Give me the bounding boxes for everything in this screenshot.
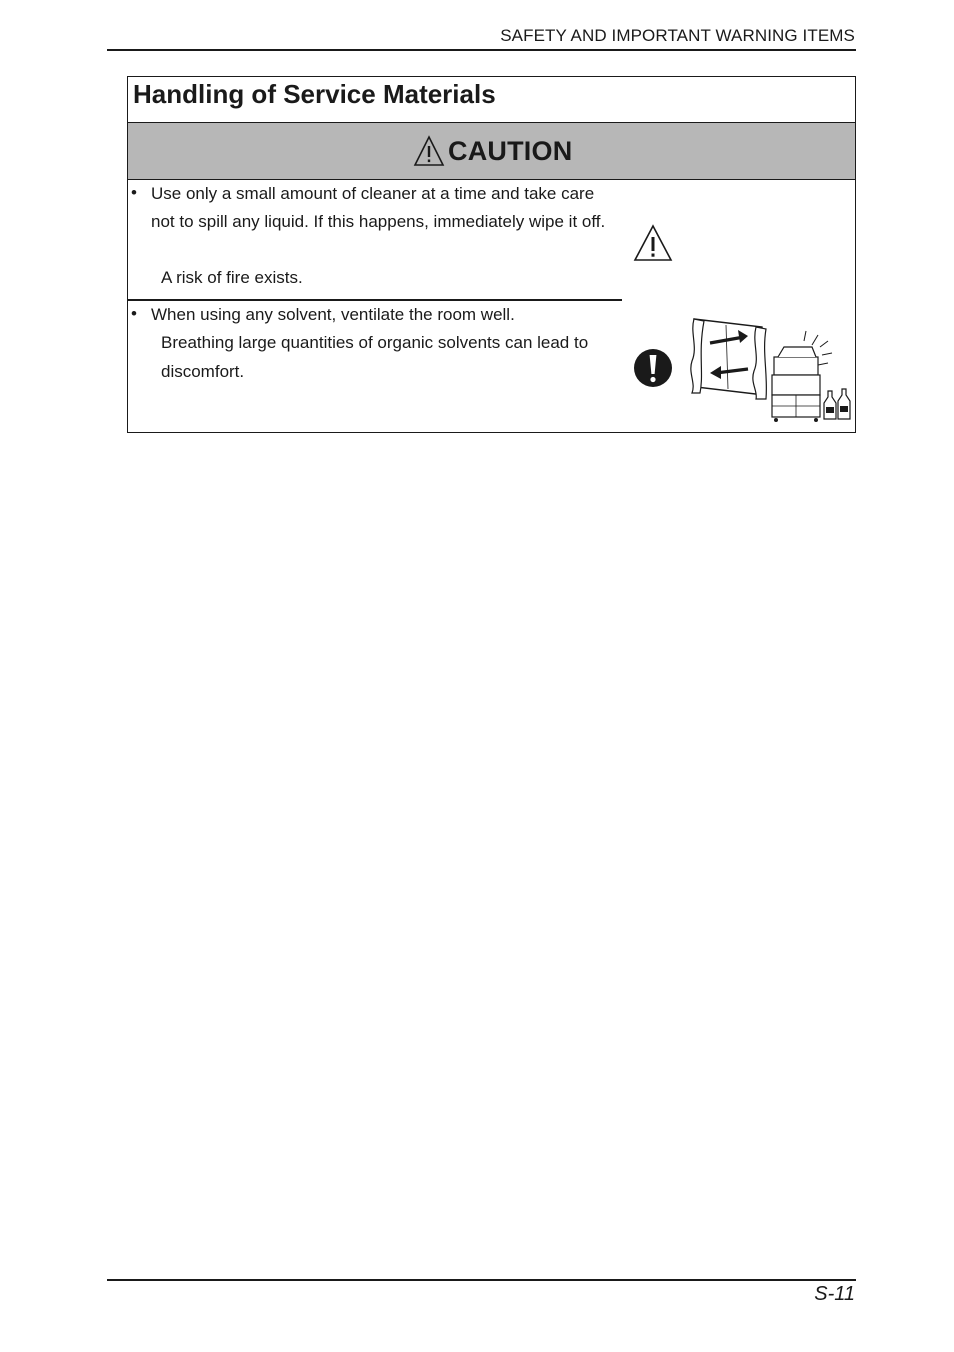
item-note: A risk of fire exists. <box>161 268 303 287</box>
item-text: When using any solvent, ventilate the room well. <box>151 305 515 324</box>
bullet: • <box>131 183 137 202</box>
running-header: SAFETY AND IMPORTANT WARNING ITEMS <box>500 26 855 45</box>
ventilation-illustration <box>686 313 854 425</box>
item-note: Breathing large quantities of organic solvents can lead to discomfort. <box>161 333 589 381</box>
caution-item-cleaner <box>128 180 622 301</box>
caution-item-solvent <box>128 301 622 431</box>
header-rule <box>107 49 856 51</box>
warning-triangle-icon <box>633 224 673 262</box>
page-number: S-11 <box>814 1283 855 1305</box>
item-text: Use only a small amount of cleaner at a time and take care not to spill any liquid. If this happens, immediately wipe it off. <box>151 184 606 231</box>
panel-title: Handling of Service Materials <box>133 79 496 109</box>
safety-panel <box>127 76 856 433</box>
mandatory-action-icon <box>633 348 673 388</box>
caution-heading <box>413 133 572 169</box>
footer-rule <box>107 1279 856 1281</box>
caution-label: CAUTION <box>448 135 573 166</box>
caution-bar <box>128 123 855 180</box>
caution-triangle-icon <box>413 135 445 167</box>
panel-title-row <box>128 77 855 123</box>
bullet: • <box>131 304 137 323</box>
